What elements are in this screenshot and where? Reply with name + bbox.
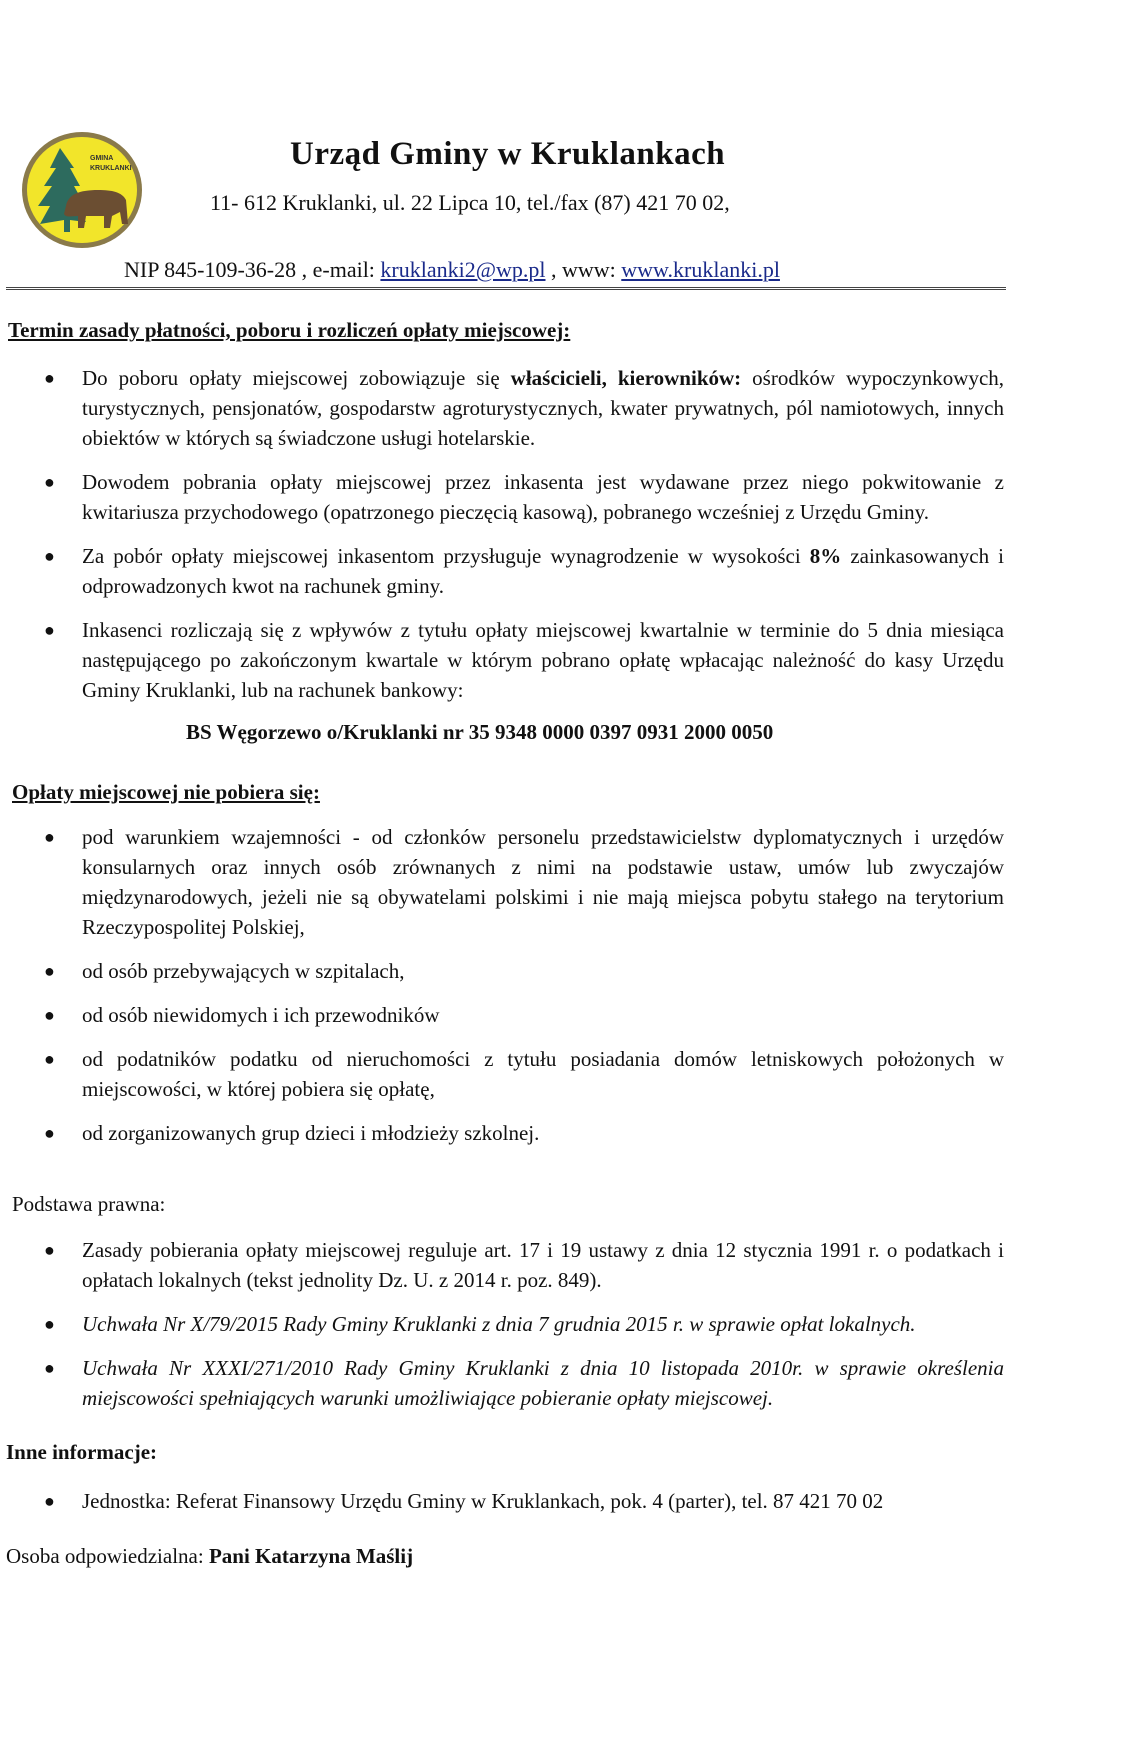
organization-address: 11- 612 Kruklanki, ul. 22 Lipca 10, tel./fax (87) 421 70 02,: [210, 190, 730, 215]
organization-contact: [124, 257, 780, 283]
section-title-legal-basis: Podstawa prawna:: [12, 1192, 166, 1216]
list-item: ● Inkasenci rozliczają się z wpływów z tytułu opłaty miejscowej kwartalnie w terminie do 5 dnia miesiąca następującego po zakończonym kwartale w którym pobrano opłatę wpłacając należność do kasy Urzędu Gminy Kruklanki, lub na rachunek bankowy:: [40, 615, 1004, 705]
section-title-exemptions: Opłaty miejscowej nie pobiera się:: [12, 780, 320, 804]
bullet-icon: ●: [44, 368, 55, 388]
section-title-other-info: Inne informacje:: [6, 1440, 158, 1464]
list-item: ● Zasady pobierania opłaty miejscowej reguluje art. 17 i 19 ustawy z dnia 12 stycznia 1991 r. o podatkach i opłatach lokalnych (tekst jednolity Dz. U. z 2014 r. poz. 849).: [40, 1235, 1004, 1295]
bullet-icon: ●: [44, 1240, 55, 1260]
list-item: ● Za pobór opłaty miejscowej inkasentom przysługuje wynagrodzenie w wysokości 8% zainkasowanych i odprowadzonych kwot na rachunek gminy.: [40, 541, 1004, 601]
list-item: ● Do poboru opłaty miejscowej zobowiązuje się właścicieli, kierowników: ośrodków wypoczynkowych, turystycznych, pensjonatów, gospodarstw agroturystycznych, kwater prywatnych, pól namiotowych, innych obiektów w których są świadczone usługi hotelarskie.: [40, 363, 1004, 453]
list-item: ● od zorganizowanych grup dzieci i młodzieży szkolnej.: [40, 1118, 1004, 1148]
bullet-icon: ●: [44, 961, 55, 981]
nip-label: NIP 845-109-36-28 , e-mail:: [124, 257, 381, 282]
bullet-icon: ●: [44, 1123, 55, 1143]
list-item: ● Jednostka: Referat Finansowy Urzędu Gminy w Kruklankach, pok. 4 (parter), tel. 87 421 70 02: [40, 1486, 1004, 1516]
coat-of-arms-tree-bison-icon: [20, 128, 144, 252]
other-info-list: [40, 1486, 1004, 1530]
municipality-logo: [20, 128, 144, 252]
header-divider: [6, 287, 1006, 290]
www-label: , www:: [545, 257, 622, 282]
bullet-icon: ●: [44, 827, 55, 847]
svg-text:KRUKLANKI: KRUKLANKI: [90, 165, 132, 172]
section-title-payment-terms: Termin zasady płatności, poboru i rozliczeń opłaty miejscowej:: [8, 318, 571, 342]
email-link[interactable]: kruklanki2@wp.pl: [380, 257, 546, 282]
bullet-icon: ●: [44, 1314, 55, 1334]
bullet-icon: ●: [44, 620, 55, 640]
bank-account-number: BS Węgorzewo o/Kruklanki nr 35 9348 0000 0397 0931 2000 0050: [186, 720, 774, 744]
svg-text:GMINA: GMINA: [90, 155, 114, 162]
responsible-name: Pani Katarzyna Maślij: [208, 1544, 414, 1568]
bullet-icon: ●: [44, 1358, 55, 1378]
list-item: ● od podatników podatku od nieruchomości z tytułu posiadania domów letniskowych położonych w miejscowości, w której pobiera się opłatę,: [40, 1044, 1004, 1104]
bullet-icon: ●: [44, 1491, 55, 1511]
list-item: ● od osób przebywających w szpitalach,: [40, 956, 1004, 986]
responsible-person: [6, 1544, 413, 1569]
list-item: ● Uchwała Nr XXXI/271/2010 Rady Gminy Kruklanki z dnia 10 listopada 2010r. w sprawie określenia miejscowości spełniających warunki umożliwiające pobieranie opłaty miejscowej.: [40, 1353, 1004, 1413]
list-item: ● pod warunkiem wzajemności - od członków personelu przedstawicielstw dyplomatycznych i urzędów konsularnych oraz innych osób zrównanych z nimi na podstawie ustaw, umów lub zwyczajów międzynarodowych, jeżeli nie są obywatelami polskimi i nie mają miejsca pobytu stałego na terytorium Rzeczypospolitej Polskiej,: [40, 822, 1004, 942]
bullet-icon: ●: [44, 1049, 55, 1069]
website-link[interactable]: www.kruklanki.pl: [621, 257, 780, 282]
organization-title: Urząd Gminy w Kruklankach: [290, 136, 726, 172]
list-item: ● od osób niewidomych i ich przewodników: [40, 1000, 1004, 1030]
exemptions-list: [40, 822, 1004, 1162]
payment-terms-list: [40, 363, 1004, 719]
responsible-label: Osoba odpowiedzialna:: [6, 1544, 209, 1568]
bullet-icon: ●: [44, 472, 55, 492]
bullet-icon: ●: [44, 546, 55, 566]
bullet-icon: ●: [44, 1005, 55, 1025]
list-item: ● Dowodem pobrania opłaty miejscowej przez inkasenta jest wydawane przez niego pokwitowanie z kwitariusza przychodowego (opatrzonego pieczęcią kasową), pobranego wcześniej z Urzędu Gminy.: [40, 467, 1004, 527]
legal-basis-list: [40, 1235, 1004, 1427]
list-item: ● Uchwała Nr X/79/2015 Rady Gminy Kruklanki z dnia 7 grudnia 2015 r. w sprawie opłat lokalnych.: [40, 1309, 1004, 1339]
